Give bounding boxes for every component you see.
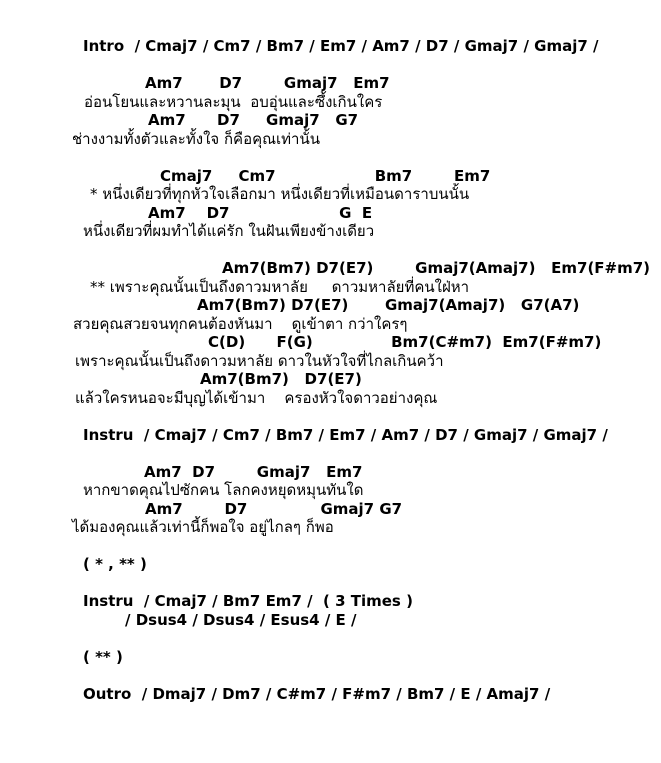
lyric-line: ช่างงามทั้งตัวและทั้งใจ ก็คือคุณเท่านั้น [72,129,320,148]
chord-line: C(D) F(G) Bm7(C#m7) Em7(F#m7) [208,333,602,351]
intro-line: Intro / Cmaj7 / Cm7 / Bm7 / Em7 / Am7 / D7 / Gmaj7 / Gmaj7 / [83,37,599,55]
blank-line [0,574,661,593]
lyric-line: สวยคุณสวยจนทุกคนต้องหันมา ดูเข้าตา กว่าใครๆ [73,314,408,333]
blank-line [0,148,661,167]
lyric-line: อ่อนโยนและหวานละมุน อบอุ่นและซึ้งเกินใคร [84,92,383,111]
blank-line [0,629,661,648]
chord-line: Am7 D7 G E [148,203,373,222]
blank-line [0,537,661,556]
instru-line-2: Instru / Cmaj7 / Bm7 Em7 / ( 3 Times ) [83,592,413,610]
lyric-line: เพราะคุณนั้นเป็นถึงดาวมหาลัย ดาวในหัวใจที่ไกลเกินคว้า [75,351,444,370]
blank-line [0,241,661,260]
lyric-line: แล้วใครหนอจะมีบุญได้เข้ามา ครองหัวใจดาวอย่างคุณ [75,388,438,407]
lyric-line: ได้มองคุณแล้วเท่านี้ก็พอใจ อยู่ไกลๆ ก็พอ [72,518,334,536]
instru-line: Instru / Cmaj7 / Cm7 / Bm7 / Em7 / Am7 / D7 / Gmaj7 / Gmaj7 / [83,425,608,444]
chord-line: Am7(Bm7) D7(E7) Gmaj7(Amaj7) Em7(F#m7) [222,259,651,277]
chord-line: Am7(Bm7) D7(E7) Gmaj7(Amaj7) G7(A7) [197,296,580,314]
repeat-marker: ( * , ** ) [83,555,147,573]
outro-line: Outro / Dmaj7 / Dm7 / C#m7 / F#m7 / Bm7 / E / Amaj7 / [83,684,551,703]
blank-line [0,666,661,685]
lyric-line: หากขาดคุณไปซักคน โลกคงหยุดหมุนทันใด [83,481,364,499]
lyric-line: หนึ่งเดียวที่ผมทำได้แค่รัก ในฝันเพียงข้างเดียว [83,222,375,240]
blank-line [0,407,661,426]
chord-line: Am7 D7 Gmaj7 G7 [145,499,403,518]
chord-line: Am7 D7 Gmaj7 Em7 [144,462,363,481]
chord-line: Am7(Bm7) D7(E7) [200,370,362,388]
lyric-line-star: * หนึ่งเดียวที่ทุกหัวใจเลือกมา หนึ่งเดียวที่เหมือนดาราบนนั้น [90,185,470,203]
chord-line: Am7 D7 Gmaj7 G7 [148,111,359,129]
blank-line [0,444,661,463]
chord-line: Am7 D7 Gmaj7 Em7 [145,74,390,92]
repeat-marker: ( ** ) [83,647,123,666]
instru-line-2-continuation: / Dsus4 / Dsus4 / Esus4 / E / [125,610,357,629]
chord-line: Cmaj7 Cm7 Bm7 Em7 [160,166,491,185]
blank-line [0,56,661,75]
lyric-line-doublestar: ** เพราะคุณนั้นเป็นถึงดาวมหาลัย ดาวมหาลัยที่คนใฝ่หา [90,277,470,296]
